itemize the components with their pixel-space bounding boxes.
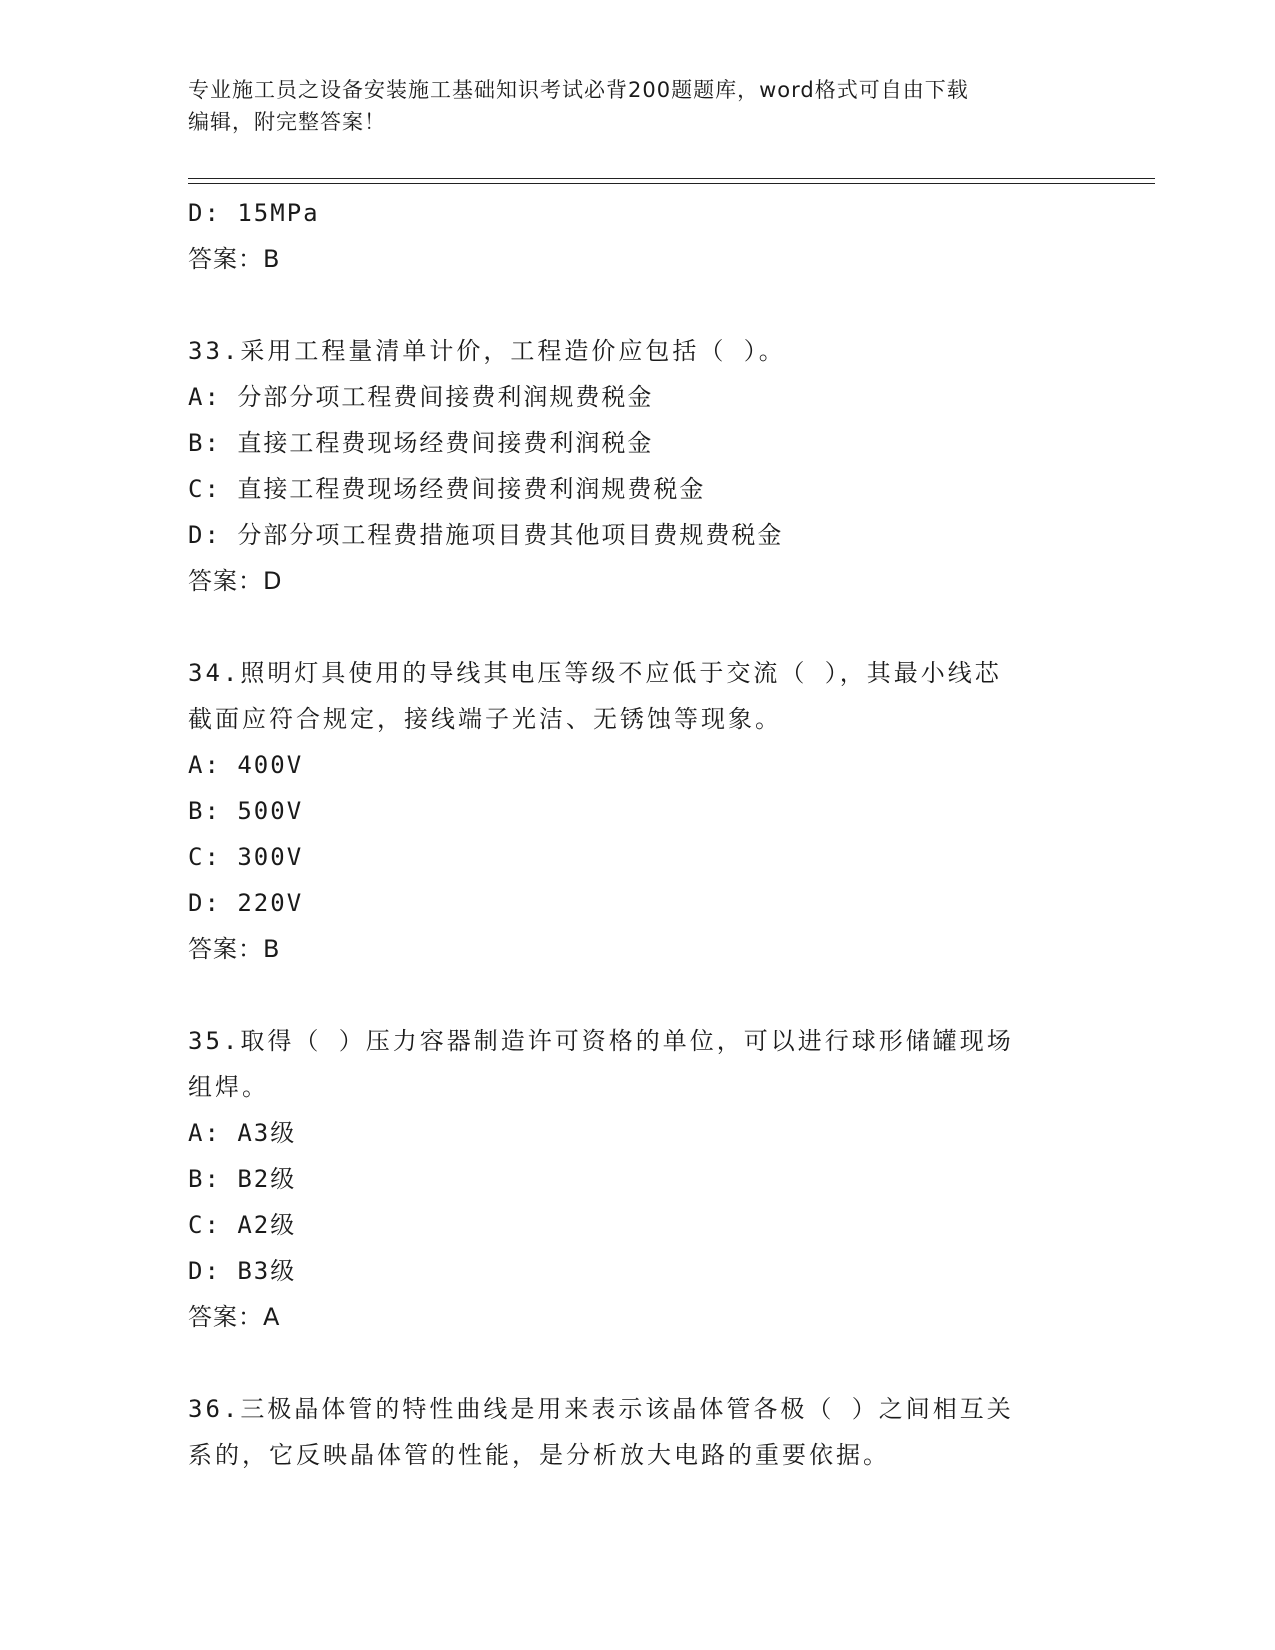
exam-content: [188, 190, 1088, 1478]
option-a: A: A3级: [188, 1119, 297, 1147]
question-36: [188, 1386, 1088, 1478]
answer: 答案：B: [188, 935, 281, 963]
option-a: A: 400V: [188, 751, 304, 779]
option-d: D: B3级: [188, 1257, 297, 1285]
spacer: [188, 1340, 1088, 1386]
spacer: [188, 282, 1088, 328]
option-c: C: 300V: [188, 843, 304, 871]
question-35: [188, 1018, 1088, 1340]
question-text: 34.照明灯具使用的导线其电压等级不应低于交流（ ），其最小线芯: [188, 659, 1002, 687]
option-d: D: 15MPa: [188, 199, 320, 227]
page-header: 专业施工员之设备安装施工基础知识考试必背200题题库，word格式可自由下载 编辑，附完整答案！: [188, 78, 969, 134]
spacer: [188, 972, 1088, 1018]
answer: 答案：B: [188, 245, 281, 273]
option-b: B: 直接工程费现场经费间接费利润税金: [188, 429, 654, 457]
question-text: 截面应符合规定，接线端子光洁、无锈蚀等现象。: [188, 705, 782, 733]
answer: 答案：D: [188, 567, 283, 595]
question-33: [188, 328, 1088, 604]
question-text: 组焊。: [188, 1073, 269, 1101]
answer: 答案：A: [188, 1303, 281, 1331]
option-b: B: B2级: [188, 1165, 297, 1193]
header-divider-bottom: [188, 183, 1155, 184]
header-divider-top: [188, 178, 1155, 179]
question-34: [188, 650, 1088, 972]
option-a: A: 分部分项工程费间接费利润规费税金: [188, 383, 654, 411]
option-c: C: 直接工程费现场经费间接费利润规费税金: [188, 475, 706, 503]
question-text: 33.采用工程量清单计价，工程造价应包括（ ）。: [188, 337, 786, 365]
question-text: 系的，它反映晶体管的性能，是分析放大电路的重要依据。: [188, 1441, 890, 1469]
option-d: D: 220V: [188, 889, 304, 917]
option-c: C: A2级: [188, 1211, 297, 1239]
question-text: 35.取得（ ）压力容器制造许可资格的单位，可以进行球形储罐现场: [188, 1027, 1014, 1055]
question-text: 36.三极晶体管的特性曲线是用来表示该晶体管各极（ ）之间相互关: [188, 1395, 1014, 1423]
spacer: [188, 604, 1088, 650]
option-d: D: 分部分项工程费措施项目费其他项目费规费税金: [188, 521, 784, 549]
option-b: B: 500V: [188, 797, 304, 825]
